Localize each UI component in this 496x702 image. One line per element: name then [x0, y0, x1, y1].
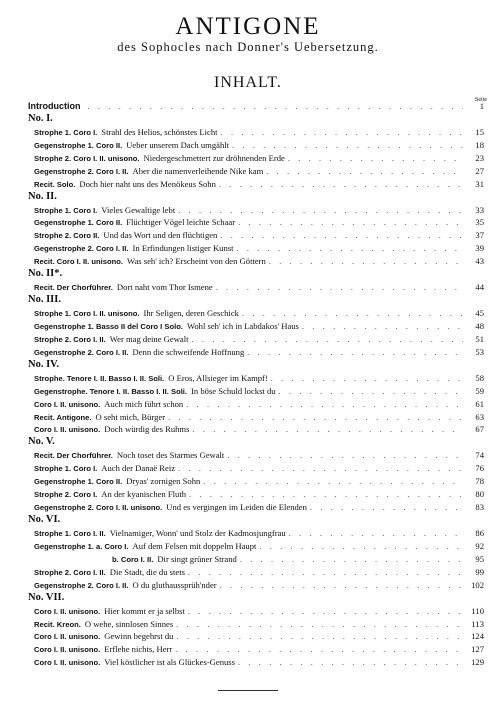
toc-entry	[28, 411, 484, 424]
entry-label: Gegenstrophe 2. Coro I. II.	[34, 580, 129, 590]
toc-entry	[28, 126, 484, 139]
toc-entry	[28, 398, 484, 411]
entry-text: Vieles Gewaltige lebt	[101, 204, 176, 215]
page-number: 33	[475, 204, 484, 215]
entry-label: No. I.	[28, 112, 53, 124]
toc-entry	[28, 307, 484, 320]
page-number: 23	[475, 152, 484, 163]
page-number: 113	[471, 618, 484, 629]
entry-text: In Erfindungen listiger Kunst	[132, 243, 234, 254]
entry-text: O seht mich, Bürger	[95, 411, 166, 422]
table-of-contents	[28, 100, 484, 669]
dot-leader	[236, 243, 463, 256]
toc-entry	[28, 281, 484, 294]
toc-entry	[28, 255, 484, 268]
toc-entry	[28, 423, 484, 436]
page-number: 102	[471, 579, 484, 590]
page-number: 1	[479, 101, 484, 111]
dot-leader	[176, 619, 463, 632]
page-number: 67	[475, 424, 484, 435]
page-number: 78	[475, 476, 484, 487]
entry-label: Strophe 1. Coro I. II. unisono.	[34, 309, 140, 318]
dot-leader	[238, 657, 463, 670]
entry-label: Gegenstrophe 2. Coro I. II.	[34, 347, 129, 357]
entry-text: Hier kommt er ja selbst	[104, 605, 185, 616]
section-heading	[28, 294, 484, 307]
entry-label: b. Coro I. II.	[112, 554, 154, 564]
entry-text: Doch hier naht uns des Menökeus Sohn	[79, 178, 216, 189]
toc-entry	[28, 385, 484, 398]
page-number: 39	[475, 243, 484, 254]
entry-text: O du gluthaussprüh'nder	[132, 579, 217, 590]
section-heading	[28, 113, 484, 126]
page-number: 48	[475, 320, 484, 331]
toc-entry	[28, 152, 484, 165]
entry-label: Coro I. II. unisono.	[34, 399, 101, 409]
dot-leader	[310, 502, 463, 515]
dot-leader	[271, 373, 463, 386]
page-number: 15	[475, 126, 484, 137]
toc-entry	[28, 501, 484, 514]
dot-leader	[279, 386, 463, 399]
page-number: 129	[471, 657, 484, 668]
page-number: 76	[475, 463, 484, 474]
toc-entry	[28, 630, 484, 643]
section-heading	[28, 191, 484, 204]
toc-entry	[28, 553, 484, 566]
toc-entry	[28, 204, 484, 217]
entry-label: Strophe 2. Coro II.	[34, 231, 100, 241]
entry-text: Auch mich führt schon	[104, 398, 184, 409]
entry-text: Doch würdig des Ruhms	[104, 424, 190, 435]
toc-entry	[28, 372, 484, 385]
entry-text: Wer mag deine Gewalt	[109, 333, 189, 344]
entry-label: Recit. Coro I. II. unisono.	[34, 257, 124, 267]
page-number: 58	[475, 372, 484, 383]
toc-entry	[28, 643, 484, 656]
entry-text: Und das Wort und den flüchtigen	[103, 230, 218, 241]
dot-leader	[266, 166, 463, 179]
page-number: 18	[475, 139, 484, 150]
entry-label: No. IV.	[28, 358, 60, 370]
dot-leader	[247, 347, 463, 360]
dot-leader	[216, 282, 463, 295]
dot-leader	[168, 412, 463, 425]
entry-label: No. III.	[28, 294, 61, 306]
entry-label: Gegenstrophe. Tenore I. II. Basso I. II. Soli.	[34, 386, 188, 396]
dot-leader	[240, 554, 463, 567]
entry-text: Noch toset des Starmes Gewalt	[116, 450, 225, 461]
toc-entry	[28, 320, 484, 333]
page-number: 99	[475, 566, 484, 577]
entry-text: Und es vergingen im Leiden die Elenden	[166, 502, 307, 513]
entry-label: Gegenstrophe 2. Coro I. II.	[34, 244, 129, 254]
entry-label: Recit. Der Chorführer.	[34, 451, 113, 461]
toc-entry	[28, 527, 484, 540]
section-heading	[28, 359, 484, 372]
dot-leader	[288, 153, 463, 166]
entry-text: Vielnamiger, Wonn' und Stolz der Kadmosjungfrau	[109, 527, 286, 538]
dot-leader	[178, 463, 463, 476]
entry-text: Wohl seh' ich in Labdakos' Haus	[186, 320, 299, 331]
dot-leader	[302, 321, 463, 334]
entry-label: No. V.	[28, 436, 55, 448]
section-heading	[28, 592, 484, 605]
entry-label: Recit. Antigone.	[34, 412, 92, 422]
entry-text: Strahl des Helios, schönstes Licht	[101, 126, 218, 137]
entry-text: Aber die namenverleihende Nike kam	[132, 165, 264, 176]
contents-heading: INHALT.	[214, 74, 282, 91]
entry-label: Strophe 1. Coro I.	[34, 127, 98, 137]
page-number: 59	[475, 385, 484, 396]
section-heading	[28, 514, 484, 527]
entry-label: Coro I. II. unisono.	[34, 645, 101, 655]
page-number: 74	[475, 450, 484, 461]
toc-entry	[28, 449, 484, 462]
page-number: 80	[475, 489, 484, 500]
entry-label: Strophe 2. Coro I. II.	[34, 334, 106, 344]
toc-entry	[28, 475, 484, 488]
entry-label: Gegenstrophe 1. Coro II.	[34, 477, 123, 487]
entry-label: Recit. Der Chorführer.	[34, 283, 113, 293]
entry-label: Strophe 1. Coro I.	[34, 464, 98, 474]
dot-leader	[176, 631, 463, 644]
footer-rule	[218, 690, 278, 691]
page-number: 86	[475, 527, 484, 538]
toc-entry	[28, 139, 484, 152]
dot-leader	[289, 528, 463, 541]
entry-text: Dort naht vom Thor Ismene	[116, 282, 213, 293]
entry-label: No. II*.	[28, 268, 63, 280]
page-number: 31	[475, 178, 484, 189]
entry-label: Strophe 2. Coro I. II.	[34, 567, 106, 577]
toc-entry	[28, 165, 484, 178]
page-number: 44	[475, 282, 484, 293]
entry-text: Gewinn begehrst du	[104, 631, 174, 642]
entry-label: Gegenstrophe 1. Coro II.	[34, 140, 123, 150]
page-number: 45	[475, 308, 484, 318]
dot-leader	[220, 230, 463, 243]
dot-leader	[186, 399, 463, 412]
page-number: 95	[475, 553, 484, 564]
page-number: 110	[471, 605, 484, 616]
dot-leader	[188, 567, 463, 580]
toc-entry	[28, 333, 484, 346]
entry-text: O Eros, Allsieger im Kampf!	[168, 372, 268, 383]
entry-text: Auch der Danaë Reiz	[101, 463, 176, 474]
entry-text: Die Stadt, die du stets	[109, 566, 185, 577]
page-number: 124	[471, 631, 484, 642]
entry-label: Coro I. II. unisono.	[34, 606, 101, 616]
entry-label: Recit. Kreon.	[34, 619, 81, 629]
entry-label: Gegenstrophe 1. Coro II.	[34, 218, 123, 228]
toc-entry	[28, 229, 484, 242]
page-column-label: Seite	[475, 97, 487, 103]
entry-text: An der kyanischen Fluth	[101, 489, 187, 500]
dot-leader	[238, 217, 463, 230]
entry-label: Gegenstrophe 2. Coro I. II.	[34, 166, 129, 176]
dot-leader	[192, 424, 463, 437]
entry-text: Flüchtiger Vögel leichte Schaar	[126, 217, 236, 228]
section-heading	[28, 436, 484, 449]
entry-text: O wehe, sinnlosen Sinnes	[84, 618, 174, 629]
entry-text: Ueber unserem Dach umgählt	[126, 139, 230, 150]
entry-label: No. VI.	[28, 514, 61, 525]
dot-leader	[88, 101, 464, 114]
dot-leader	[220, 580, 463, 593]
dot-leader	[227, 450, 463, 463]
entry-label: No. VII.	[28, 591, 65, 603]
entry-text: Was seh' ich? Erscheint von den Göttern	[127, 256, 266, 267]
toc-entry	[28, 462, 484, 475]
page-title: ANTIGONE	[175, 13, 321, 40]
toc-entry	[28, 566, 484, 579]
entry-label: Recit. Solo.	[34, 179, 76, 189]
page-number: 37	[475, 230, 484, 241]
page-subtitle: des Sophocles nach Donner's Uebersetzung.	[117, 40, 379, 54]
toc-entry	[28, 605, 484, 618]
dot-leader	[259, 541, 463, 554]
toc-entry	[28, 216, 484, 229]
entry-label: Introduction	[28, 101, 81, 111]
page-number: 61	[475, 398, 484, 409]
dot-leader	[188, 606, 463, 619]
entry-label: Strophe 1. Coro I. II.	[34, 528, 106, 538]
dot-leader	[221, 127, 463, 140]
toc-entry	[28, 100, 484, 113]
page-number: 63	[475, 411, 484, 422]
page-number: 53	[475, 346, 484, 357]
entry-text: Viel köstlicher ist als Glückes-Genuss	[104, 657, 235, 668]
toc-entry	[28, 579, 484, 592]
toc-entry	[28, 618, 484, 631]
entry-label: Strophe 2. Coro I. II. unisono.	[34, 153, 140, 163]
entry-label: Strophe 2. Coro I.	[34, 490, 98, 500]
entry-label: No. II.	[28, 190, 57, 202]
page-number: 35	[475, 217, 484, 228]
entry-label: Gegenstrophe 1. a. Coro I.	[34, 541, 129, 551]
entry-text: Niedergeschmettert zur dröhnenden Erde	[143, 152, 285, 163]
toc-entry	[28, 242, 484, 255]
page-number: 43	[475, 256, 484, 267]
page-number: 51	[475, 333, 484, 344]
page-number: 92	[475, 540, 484, 551]
entry-text: Erflehe nichts, Herr	[104, 644, 173, 655]
entry-text: Auf dem Felsen mit doppelm Haupt	[132, 540, 257, 551]
entry-label: Gegenstrophe 1. Basso II del Coro I Solo.	[34, 321, 183, 331]
toc-entry	[28, 540, 484, 553]
dot-leader	[269, 256, 463, 269]
entry-text: In böse Schuld lockst du	[191, 385, 276, 396]
entry-text: Denn die schweifende Hoffnung	[132, 346, 245, 357]
toc-entry	[28, 178, 484, 191]
section-heading	[28, 268, 484, 281]
page-number: 83	[475, 502, 484, 513]
entry-text: Dryas' zornigen Sohn	[126, 476, 201, 487]
page-number: 127	[471, 644, 484, 655]
toc-entry	[28, 656, 484, 669]
dot-leader	[203, 476, 463, 489]
entry-text: Ihr Seligen, deren Geschick	[143, 308, 239, 318]
dot-leader	[219, 179, 463, 192]
entry-label: Strophe 1. Coro I.	[34, 205, 98, 215]
entry-label: Gegenstrophe 2. Coro I. II. unisono.	[34, 503, 163, 513]
page-number: 27	[475, 165, 484, 176]
entry-label: Coro I. II. unisono.	[34, 632, 101, 642]
entry-label: Coro I. II. unisono.	[34, 658, 101, 668]
toc-entry	[28, 346, 484, 359]
toc-entry	[28, 488, 484, 501]
entry-text: Dir singt grüner Strand	[157, 553, 237, 564]
entry-label: Coro I. II. unisono.	[34, 425, 101, 435]
entry-label: Strophe. Tenore I. II. Basso I. II. Soli.	[34, 373, 165, 383]
